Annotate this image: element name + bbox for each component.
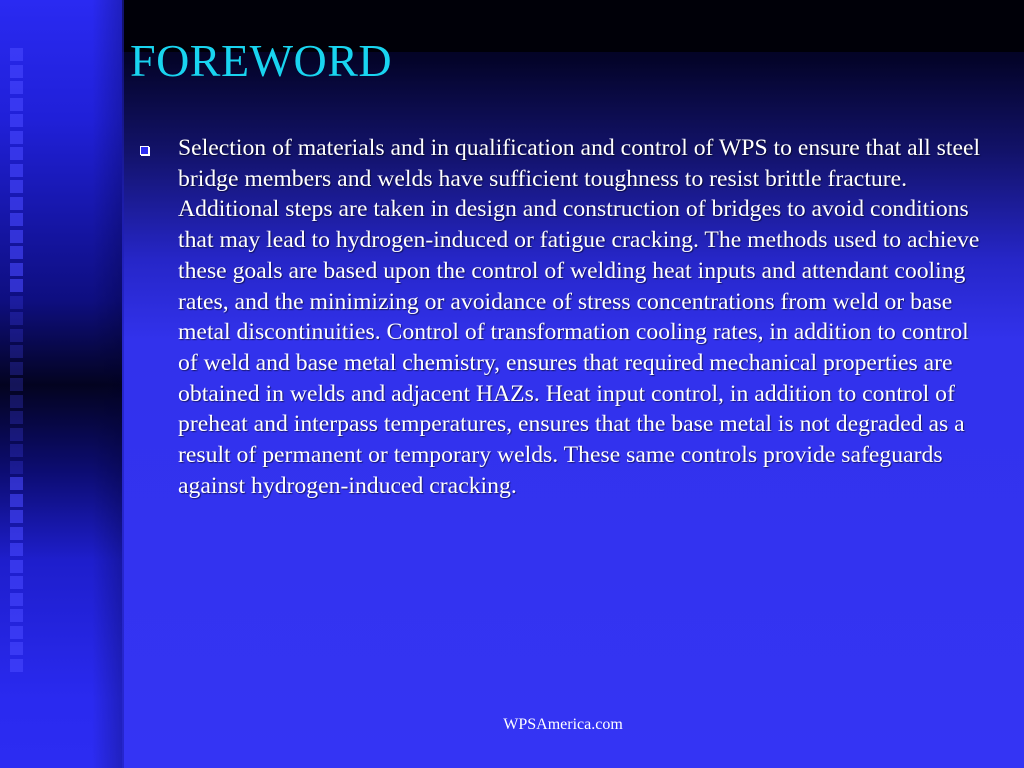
decorative-square (10, 378, 23, 391)
decorative-square (10, 131, 23, 144)
decorative-square (10, 626, 23, 639)
decorative-square (10, 147, 23, 160)
decorative-square (10, 444, 23, 457)
decorative-square (10, 362, 23, 375)
decorative-square-column (0, 0, 44, 768)
decorative-square (10, 246, 23, 259)
decorative-square (10, 593, 23, 606)
bullet-item (138, 133, 988, 501)
decorative-square (10, 494, 23, 507)
decorative-square (10, 477, 23, 490)
decorative-square (10, 180, 23, 193)
decorative-square (10, 230, 23, 243)
decorative-square (10, 543, 23, 556)
decorative-square (10, 81, 23, 94)
decorative-square (10, 296, 23, 309)
left-divider (122, 0, 124, 768)
decorative-square (10, 345, 23, 358)
decorative-square (10, 213, 23, 226)
decorative-square (10, 510, 23, 523)
slide-body (138, 133, 988, 501)
decorative-square (10, 659, 23, 672)
decorative-square (10, 329, 23, 342)
decorative-square (10, 279, 23, 292)
decorative-square (10, 164, 23, 177)
decorative-square (10, 312, 23, 325)
decorative-square (10, 48, 23, 61)
decorative-square (10, 609, 23, 622)
decorative-square (10, 263, 23, 276)
decorative-square (10, 411, 23, 424)
decorative-square (10, 114, 23, 127)
decorative-square (10, 642, 23, 655)
decorative-square (10, 527, 23, 540)
decorative-square (10, 428, 23, 441)
footer-text: WPSAmerica.com (503, 716, 623, 733)
decorative-square (10, 461, 23, 474)
square-bullet-icon (140, 146, 149, 155)
decorative-square (10, 98, 23, 111)
slide-title: FOREWORD (130, 35, 393, 86)
decorative-square (10, 395, 23, 408)
bullet-text: Selection of materials and in qualification and control of WPS to ensure that all steel bridge members and welds have sufficient toughness to resist brittle fracture. Additional steps are taken in design and construction of bridges to avoid conditions that may lead to hydrogen-induced or fatigue cracking. The methods used to achieve these goals are based upon the control of welding heat inputs and attendant cooling rates, and the minimizing or avoidance of stress concentrations from weld or base metal discontinuities. Control of transformation cooling rates, in addition to control of weld and base metal chemistry, ensures that required mechanical properties are obtained in welds and adjacent HAZs. Heat input control, in addition to control of preheat and interpass temperatures, ensures that the base metal is not degraded as a result of permanent or temporary welds. These same controls provide safeguards against hydrogen-induced cracking. (178, 135, 981, 499)
decorative-square (10, 65, 23, 78)
decorative-square (10, 197, 23, 210)
decorative-square (10, 560, 23, 573)
decorative-square (10, 576, 23, 589)
left-decorative-band (0, 0, 122, 768)
